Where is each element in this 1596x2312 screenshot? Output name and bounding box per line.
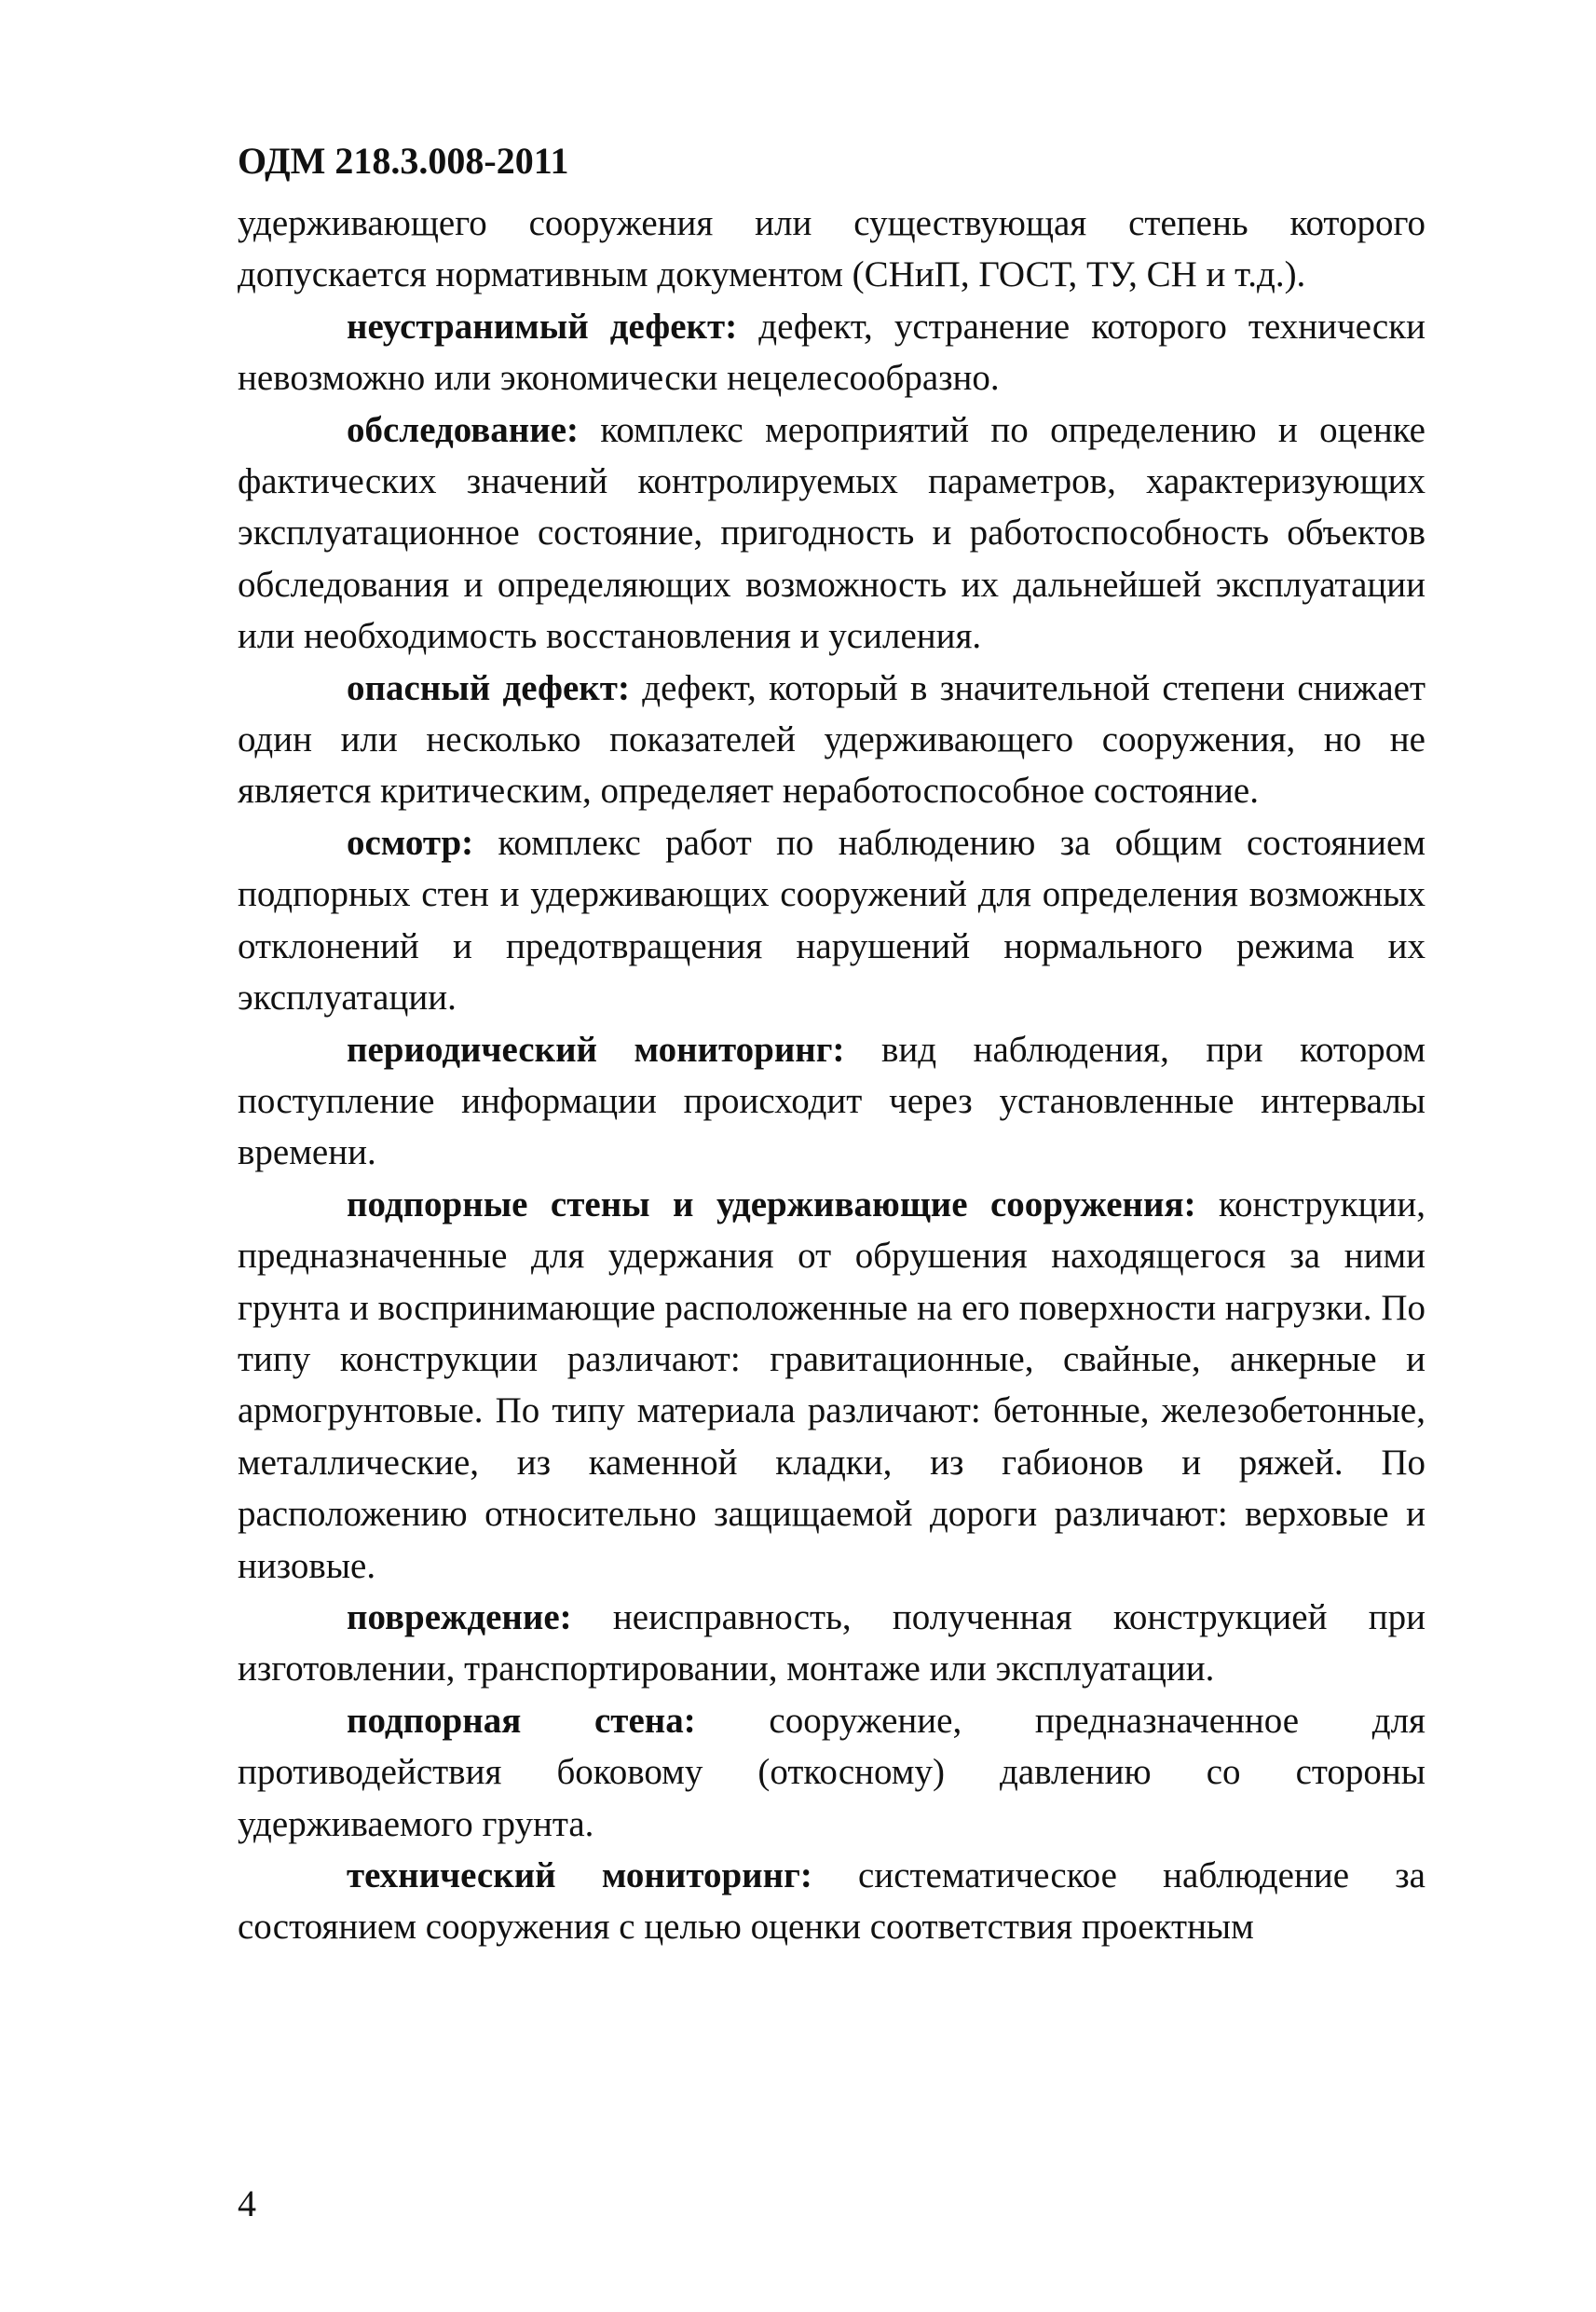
definition-paragraph — [238, 817, 1425, 1024]
definition-paragraph — [238, 1592, 1425, 1695]
definition-paragraph — [238, 301, 1425, 404]
definition-text: конструкции, предназначенные для удержания от обрушения находящегося за ними грунта и воспринимающие расположенные на его поверхности нагрузки. По типу конструкции различают: гравитационные, свайные, анкерные и армогрунтовые. По типу материала различают: бетонные, железобетонные, металлические, из каменной кладки, из габионов и ряжей. По расположению относительно защищаемой дороги различают: верховые и низовые. — [238, 1183, 1425, 1586]
definition-term: подпорная стена: — [347, 1700, 696, 1741]
definition-term: технический мониторинг: — [347, 1855, 812, 1895]
definition-term: неустранимый дефект: — [347, 306, 738, 347]
definition-text: дефект, устранение которого технически невозможно или экономически нецелесообразно. — [238, 306, 1426, 399]
definition-text: комплекс мероприятий по определению и оценке фактических значений контролируемых параметров, характеризующих эксплуатационное состояние, пригодность и работоспособность объектов обследования и определяющих возможность их дальнейшей эксплуатации или необходимость восстановления и усиления. — [238, 409, 1425, 657]
definition-text: дефект, который в значительной степени снижает один или несколько показателей удерживающего сооружения, но не является критическим, определяет неработоспособное состояние. — [238, 667, 1425, 812]
definition-term: обследование: — [347, 409, 580, 450]
definition-paragraph — [238, 1850, 1425, 1953]
definition-text: вид наблюдения, при котором поступление информации происходит через установленные интервалы времени. — [238, 1029, 1426, 1173]
definition-text: неисправность, полученная конструкцией при изготовлении, транспортировании, монтаже или эксплуатации. — [238, 1596, 1425, 1690]
definition-text: комплекс работ по наблюдению за общим состоянием подпорных стен и удерживающих сооружений для определения возможных отклонений и предотвращения нарушений нормального режима их эксплуатации. — [238, 822, 1425, 1019]
page-number: 4 — [238, 2182, 256, 2224]
document-code: ОДМ 218.3.008-2011 — [238, 140, 569, 182]
continuation-paragraph: удерживающего сооружения или существующая степень которого допускается нормативным документом (СНиП, ГОСТ, ТУ, СН и т.д.). — [238, 203, 1425, 295]
definition-paragraph — [238, 663, 1425, 817]
definition-term: опасный дефект: — [347, 667, 630, 708]
definition-term: периодический мониторинг: — [347, 1029, 845, 1070]
document-body — [238, 198, 1425, 1953]
definition-paragraph — [238, 1024, 1425, 1179]
definition-text: сооружение, предназначенное для противодействия боковому (откосному) давлению со стороны удерживаемого грунта. — [238, 1700, 1425, 1844]
definition-text: систематическое наблюдение за состоянием сооружения с целью оценки соответствия проектным — [238, 1855, 1425, 1948]
definition-paragraph — [238, 404, 1425, 663]
definition-paragraph — [238, 1695, 1425, 1850]
definition-paragraph — [238, 1179, 1425, 1592]
definition-term: повреждение: — [347, 1596, 572, 1637]
definition-term: осмотр: — [347, 822, 474, 863]
definition-term: подпорные стены и удерживающие сооружения: — [347, 1183, 1196, 1224]
